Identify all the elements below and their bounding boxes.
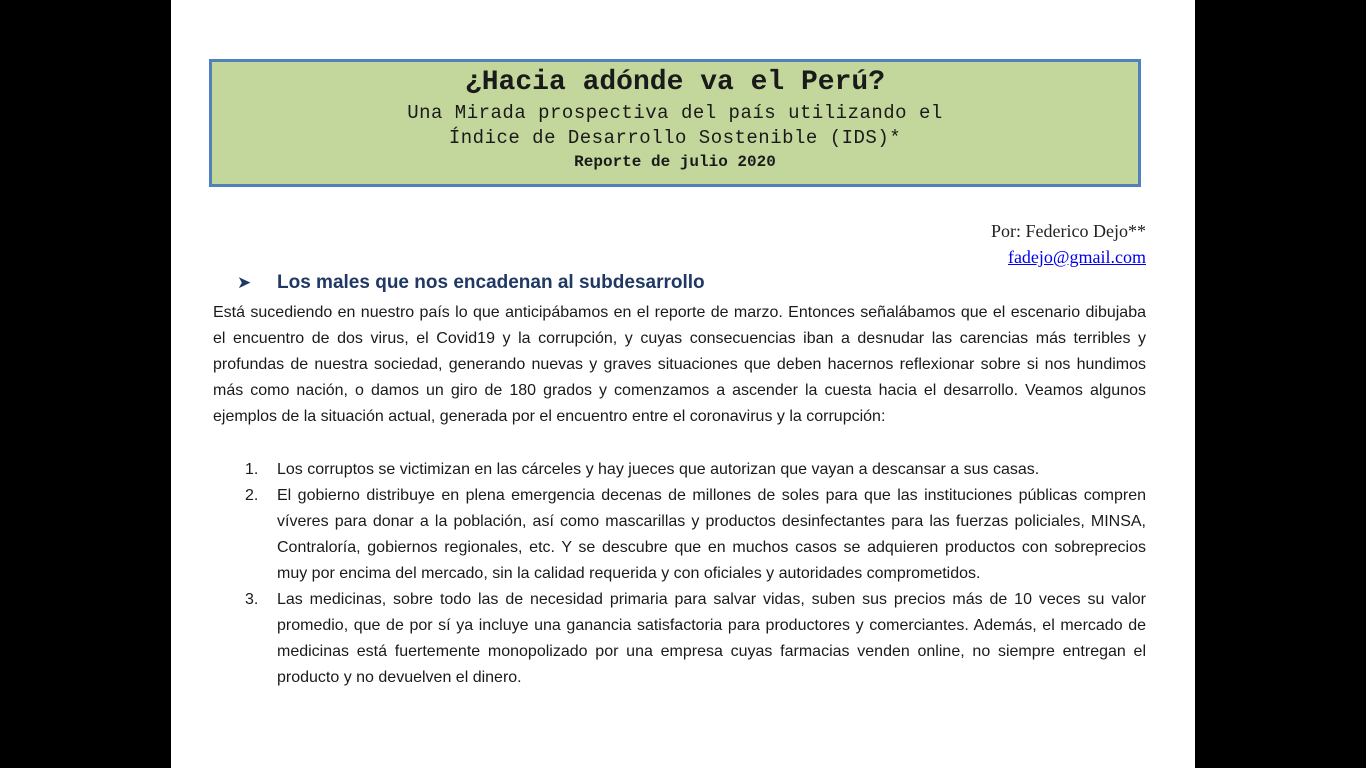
author-byline: Por: Federico Dejo** — [991, 221, 1146, 241]
document-subtitle-line-1: Una Mirada prospectiva del país utilizando el — [407, 102, 943, 124]
arrow-bullet-icon: ➤ — [237, 273, 252, 292]
title-banner — [209, 59, 1141, 187]
list-item — [213, 483, 1146, 587]
list-item — [213, 457, 1146, 483]
list-item-text: Las medicinas, sobre todo las de necesidad primaria para salvar vidas, suben sus precios más de 10 veces su valor promedio, que de por sí ya incluye una ganancia satisfactoria para productores y comerciantes. Además, el mercado de medicinas está fuertemente monopolizado por una empresa cuyas farmacias venden online, no siempre entregan el producto y no devuelven el dinero. — [277, 591, 1146, 686]
author-block — [991, 218, 1146, 270]
list-item-number: 3. — [245, 591, 259, 608]
author-email-link[interactable]: fadejo@gmail.com — [1007, 247, 1146, 267]
examples-list — [213, 457, 1146, 691]
list-item-number: 2. — [245, 487, 259, 504]
report-date: Reporte de julio 2020 — [574, 153, 776, 171]
list-item — [213, 587, 1146, 691]
document-page — [171, 0, 1195, 768]
list-item-text: Los corruptos se victimizan en las cárceles y hay jueces que autorizan que vayan a descansar a sus casas. — [277, 461, 1040, 478]
document-subtitle-line-2: Índice de Desarrollo Sostenible (IDS)* — [448, 127, 902, 149]
section-heading — [237, 272, 705, 294]
intro-paragraph: Está sucediendo en nuestro país lo que anticipábamos en el reporte de marzo. Entonces señalábamos que el escenario dibujaba el encuentro de dos virus, el Covid19 y la corrupción, y cuyas consecuencias iban a desnudar las carencias más terribles y profundas de nuestra sociedad, generando nuevas y graves situaciones que deben hacernos reflexionar sobre si nos hundimos más como nación, o damos un giro de 180 grados y comenzamos a ascender la cuesta hacia el desarrollo. Veamos algunos ejemplos de la situación actual, generada por el encuentro entre el coronavirus y la corrupción: — [213, 304, 1146, 425]
section-heading-text: Los males que nos encadenan al subdesarrollo — [277, 272, 705, 293]
list-item-text: El gobierno distribuye en plena emergencia decenas de millones de soles para que las instituciones públicas compren víveres para donar a la población, así como mascarillas y productos desinfectantes para las fuerzas policiales, MINSA, Contraloría, gobiernos regionales, etc. Y se descubre que en muchos casos se adquieren productos con sobreprecios muy por encima del mercado, sin la calidad requerida y con oficiales y autoridades comprometidos. — [277, 487, 1146, 582]
list-item-number: 1. — [245, 461, 259, 478]
document-title: ¿Hacia adónde va el Perú? — [464, 67, 886, 98]
